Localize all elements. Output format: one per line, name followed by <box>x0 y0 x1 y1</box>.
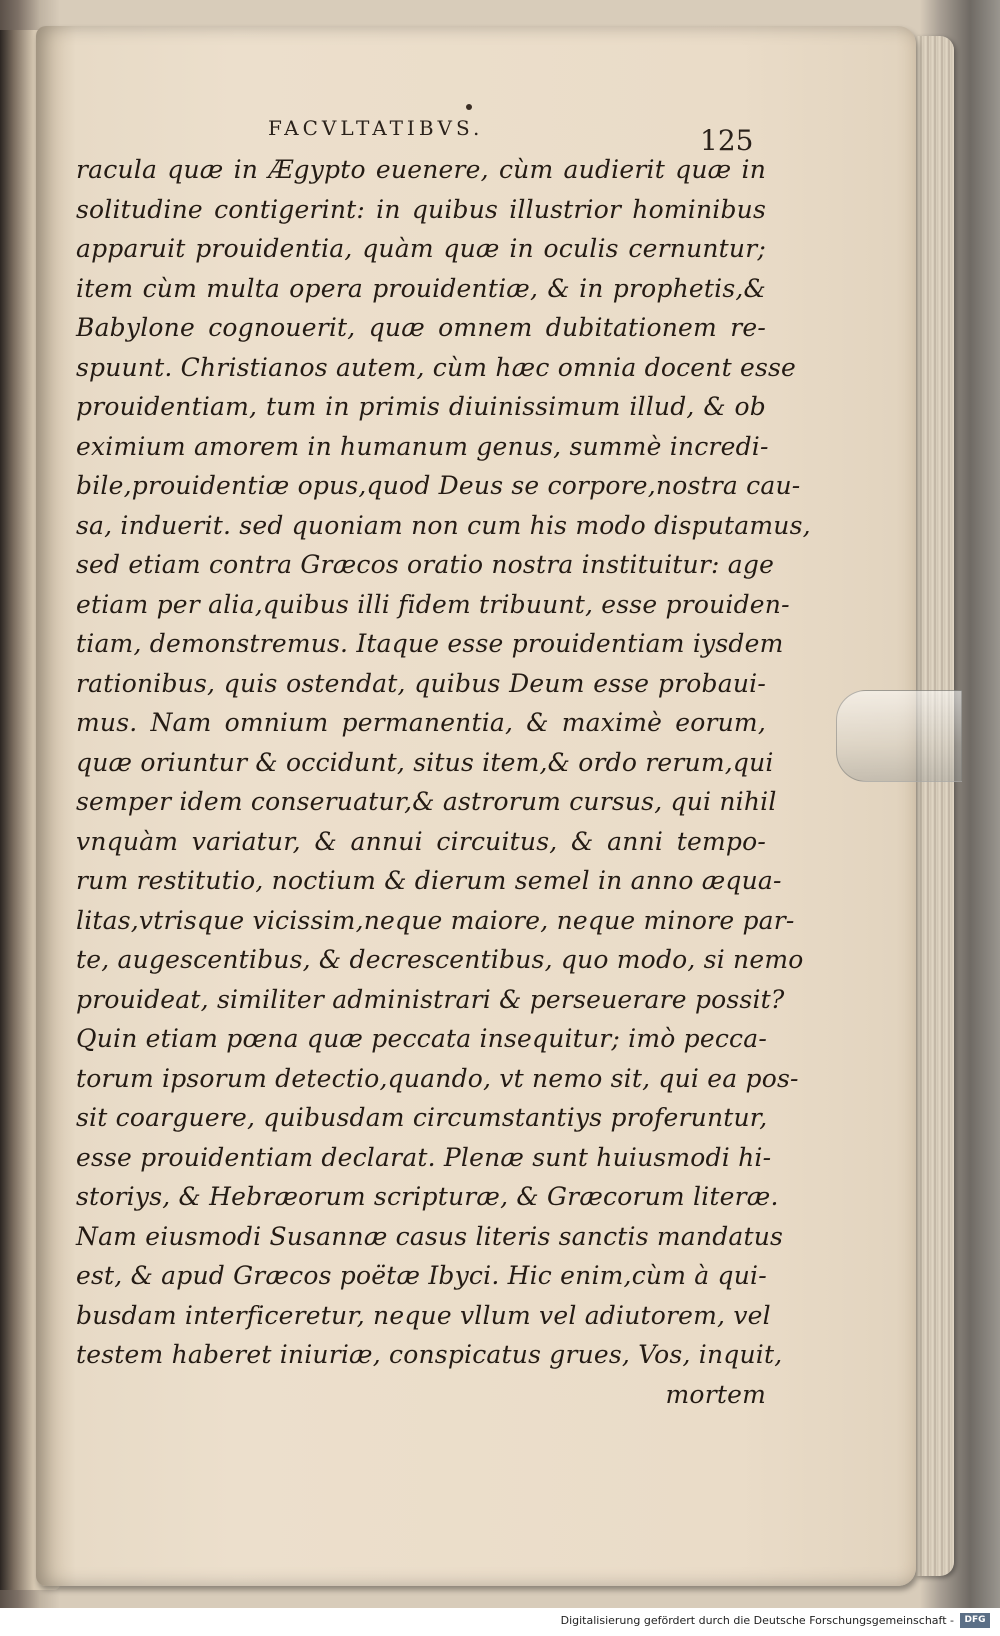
page-number: 125 <box>700 124 754 157</box>
text-line: solitudine contigerint: in quibus illustrior hominibus <box>76 194 766 224</box>
text-line: esse prouidentiam declarat. Plenæ sunt huiusmodi hi- <box>76 1142 772 1172</box>
text-line: torum ipsorum detectio,quando, vt nemo sit, qui ea pos- <box>76 1063 799 1093</box>
body-text <box>76 150 811 1414</box>
page-block-edge <box>916 36 954 1576</box>
text-line: prouideat, similiter administrari & perseuerare possit? <box>76 984 785 1014</box>
text-line: sa, induerit. sed quoniam non cum his modo disputamus, <box>76 510 811 540</box>
text-line: prouidentiam, tum in primis diuinissimum illud, & ob <box>76 392 766 421</box>
text-line: storiys, & Hebræorum scripturæ, & Græcorum literæ. <box>76 1182 779 1211</box>
text-line: semper idem conseruatur,& astrorum cursus, qui nihil <box>76 787 777 816</box>
funding-credit: Digitalisierung gefördert durch die Deutsche Forschungsgemeinschaft - <box>560 1614 954 1627</box>
text-line: tiam, demonstremus. Itaque esse prouidentiam iysdem <box>76 629 784 658</box>
text-line: apparuit prouidentia, quàm quæ in oculis cernuntur; <box>76 234 766 263</box>
text-line: quæ oriuntur & occidunt, situs item,& ordo rerum,qui <box>76 747 774 777</box>
text-line: Nam eiusmodi Susannæ casus literis sanctis mandatus <box>76 1221 784 1251</box>
text-line: mus. Nam omnium permanentia, & maximè eorum, <box>76 708 766 737</box>
catchword: mortem <box>665 1379 766 1409</box>
text-line: item cùm multa opera prouidentiæ, & in prophetis,& <box>76 273 766 303</box>
dfg-logo: DFG <box>960 1613 990 1628</box>
text-line: rationibus, quis ostendat, quibus Deum esse probaui- <box>76 668 766 698</box>
text-line: bile,prouidentiæ opus,quod Deus se corpore,nostra cau- <box>76 471 801 500</box>
text-line: busdam interficeretur, neque vllum vel adiutorem, vel <box>76 1300 771 1330</box>
page-clip <box>836 690 962 782</box>
text-line: Quin etiam pœna quæ peccata insequitur; imò pecca- <box>76 1024 768 1053</box>
text-line: litas,vtrisque vicissim,neque maiore, neque minore par- <box>76 905 795 935</box>
text-line: racula quæ in Ægypto euenere, cùm audierit quæ in <box>76 155 766 184</box>
text-line: etiam per alia,quibus illi fidem tribuunt, esse prouiden- <box>76 589 790 619</box>
text-line: spuunt. Christianos autem, cùm hæc omnia docent esse <box>76 352 797 382</box>
header-ornament <box>466 104 472 110</box>
footer-bar <box>0 1608 1000 1636</box>
text-line: eximium amorem in humanum genus, summè incredi- <box>76 431 769 461</box>
text-line: Babylone cognouerit, quæ omnem dubitationem re- <box>76 313 766 342</box>
text-line: te, augescentibus, & decrescentibus, quo modo, si nemo <box>76 945 804 974</box>
text-line: est, & apud Græcos poëtæ Ibyci. Hic enim,cùm à qui- <box>76 1261 767 1290</box>
running-head: FACVLTATIBVS. <box>268 116 484 140</box>
text-line: testem haberet iniuriæ, conspicatus grues, Vos, inquit, <box>76 1340 783 1369</box>
text-line: sed etiam contra Græcos oratio nostra instituitur: age <box>76 550 775 579</box>
text-line: sit coarguere, quibusdam circumstantiys proferuntur, <box>76 1103 768 1132</box>
text-line: rum restitutio, noctium & dierum semel in anno æqua- <box>76 866 782 895</box>
text-line: vnquàm variatur, & annui circuitus, & anni tempo- <box>76 826 766 856</box>
